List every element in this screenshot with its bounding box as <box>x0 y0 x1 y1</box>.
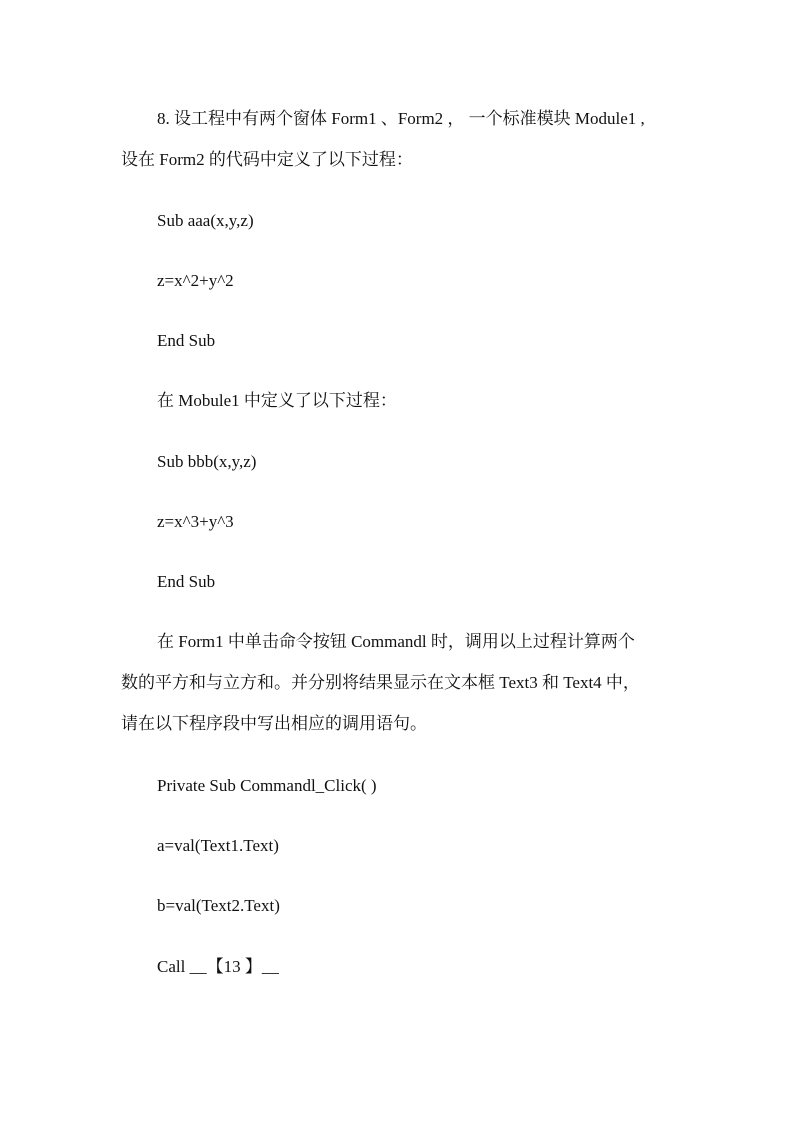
code-line-call-blank: Call __【13 】__ <box>157 957 279 976</box>
code-line-z-square: z=x^2+y^2 <box>157 271 234 290</box>
code-line-private-sub: Private Sub Commandl_Click( ) <box>157 776 377 795</box>
question-intro-line-2: 设在 Form2 的代码中定义了以下过程： <box>121 150 413 169</box>
question-intro-line-1: 8. 设工程中有两个窗体 Form1 、Form2 ， 一个标准模块 Module1 , <box>157 109 645 128</box>
paragraph-line-1: 在 Form1 中单击命令按钮 Commandl 时，调用以上过程计算两个 <box>157 632 635 651</box>
code-line-end-sub-1: End Sub <box>157 331 216 350</box>
paragraph-line-3: 请在以下程序段中写出相应的调用语句。 <box>121 714 427 733</box>
code-line-b-val: b=val(Text2.Text) <box>157 896 280 915</box>
code-line-z-cube: z=x^3+y^3 <box>157 512 234 531</box>
paragraph-line-2: 数的平方和与立方和。并分别将结果显示在文本框 Text3 和 Text4 中， <box>121 673 640 692</box>
code-line-sub-aaa: Sub aaa(x,y,z) <box>157 211 254 230</box>
module-text: 在 Mobule1 中定义了以下过程： <box>157 391 397 410</box>
code-line-a-val: a=val(Text1.Text) <box>157 836 279 855</box>
code-line-sub-bbb: Sub bbb(x,y,z) <box>157 452 257 471</box>
code-line-end-sub-2: End Sub <box>157 572 216 591</box>
